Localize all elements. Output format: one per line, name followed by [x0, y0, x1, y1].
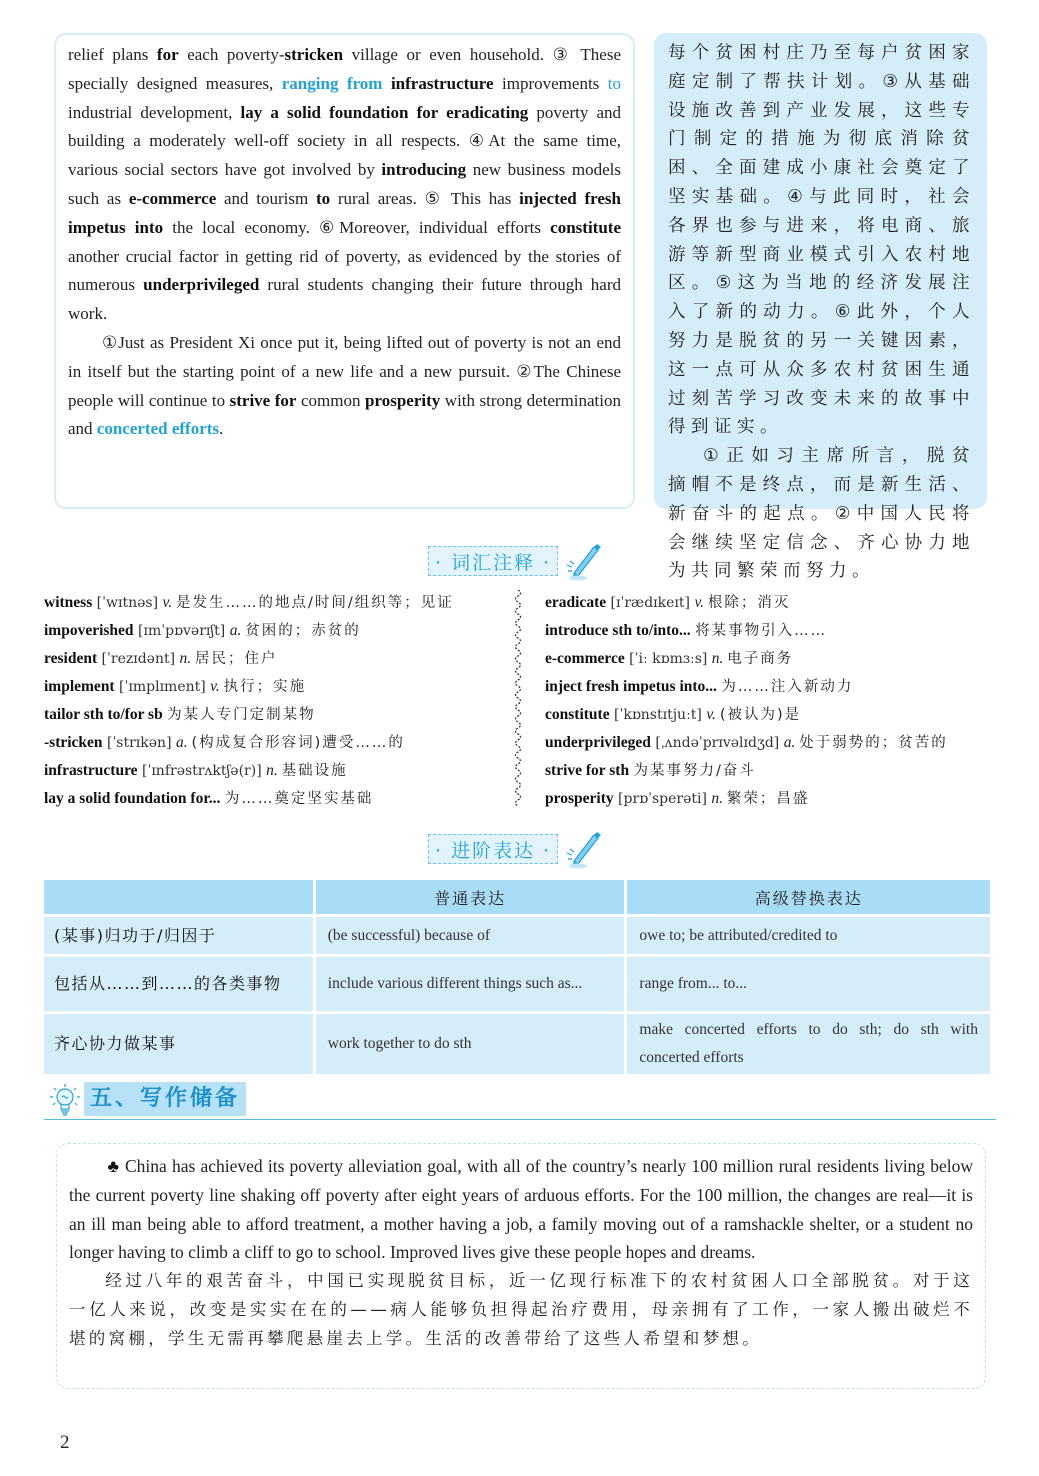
vocab-word: introduce sth to/into...	[545, 622, 691, 639]
vocab-word: inject fresh impetus into...	[545, 678, 717, 695]
text-run: and tourism	[216, 188, 316, 208]
vocab-word: impoverished	[44, 622, 134, 639]
vocab-definition: (构成复合形容词)遭受……的	[191, 735, 405, 751]
chinese-translation-box	[654, 33, 987, 582]
bold-keyword: for	[156, 45, 179, 64]
cell-common: include various different things such as...	[316, 957, 625, 1011]
vocab-definition: (被认为)是	[719, 707, 802, 723]
vocab-entry	[44, 672, 454, 700]
vocab-part-of-speech: v.	[694, 594, 708, 611]
vocab-definition: 为……奠定坚实基础	[224, 791, 374, 807]
text-run: ①Just as President Xi once put it, being lifted out of poverty is not an end in itself but the starting point of a new life and a new pursuit. ②The Chinese people will continue to	[68, 332, 621, 410]
vocab-phonetic: [ˈɪnfrəstrʌktʃə(r)]	[137, 763, 267, 779]
vocab-word: -stricken	[44, 734, 103, 751]
vocab-definition: 贫困的；赤贫的	[245, 623, 361, 639]
text-run: each poverty-	[178, 45, 285, 64]
vocab-definition: 居民；住户	[195, 651, 278, 667]
text-run: another crucial factor in getting rid of poverty, as evidenced by the stories of numerous	[68, 246, 621, 295]
vocab-entry	[44, 700, 454, 728]
highlighted-phrase: concerted efforts	[96, 419, 220, 439]
vocab-word: underprivileged	[545, 734, 651, 751]
bold-keyword: stricken	[284, 45, 344, 64]
writing-section-heading	[44, 1080, 996, 1120]
vocab-part-of-speech: v.	[162, 594, 176, 611]
lightbulb-icon	[48, 1082, 82, 1120]
vocab-section-title: · 词汇注释 ·	[428, 546, 558, 576]
bold-keyword: infrastructure	[390, 73, 494, 93]
vocab-part-of-speech: n.	[179, 650, 196, 667]
bold-keyword: introducing	[381, 160, 467, 180]
cell-meaning: (某事)归功于/归因于	[44, 917, 313, 954]
vocab-definition: 为……注入新动力	[721, 679, 854, 695]
chinese-paragraph-2: ①正如习主席所言，脱贫摘帽不是终点，而是新生活、新奋斗的起点。②中国人民将会继续坚定信念、齐心协力地为共同繁荣而努力。	[668, 446, 975, 582]
vocab-phonetic: [ˈɪmplɪment]	[114, 679, 211, 695]
vocab-entry	[44, 588, 454, 616]
vocab-word: eradicate	[545, 594, 607, 611]
vocab-part-of-speech: a.	[176, 734, 192, 751]
highlighted-word: to	[607, 73, 621, 93]
vocab-word: e-commerce	[545, 650, 625, 667]
vocab-word: prosperity	[545, 790, 614, 807]
vocab-word: implement	[44, 678, 115, 695]
writing-english-paragraph	[69, 1152, 973, 1267]
table-row	[44, 1014, 990, 1074]
vocab-word: witness	[44, 594, 93, 611]
vocab-definition: 为某事努力/奋斗	[633, 763, 756, 779]
vocab-word: infrastructure	[44, 762, 138, 779]
vocab-entry	[44, 644, 454, 672]
text-run: poverty and building a moderately well-off society in all respects. ④At the same time, various social sectors have got involved by	[68, 102, 621, 180]
vocab-entry	[545, 756, 948, 784]
vocab-definition: 执行；实施	[223, 679, 307, 695]
chinese-paragraph-1: 每个贫困村庄乃至每户贫困家庭定制了帮扶计划。③从基础设施改善到产业发展，这些专门制定的措施为彻底消除贫困、全面建成小康社会奠定了坚实基础。④与此同时，社会各界也参与进来，将电商、旅游等新型商业模式引入农村地区。⑤这为当地的经济发展注入了新的动力。⑥此外，个人努力是脱贫的另一关键因素，这一点可从众多农村贫困生通过刻苦学习改变未来的故事中得到证实。	[668, 43, 975, 438]
writing-english-text: China has achieved its poverty alleviation goal, with all of the country’s nearly 100 million rural residents living below the current poverty line shaking off poverty after eight years of arduous efforts. For the 100 million, the changes are real—it is an ill man being able to afford treatment, a mother having a job, a family moving out of a ramshackle shelter, or a student no longer having to climb a cliff to go to school. Improved lives give these people hopes and dreams.	[69, 1156, 973, 1263]
cell-advanced: owe to; be attributed/credited to	[627, 917, 990, 954]
vocab-entry	[44, 728, 454, 756]
vocab-entry	[545, 644, 948, 672]
expression-table	[41, 877, 993, 1077]
vocab-part-of-speech: n.	[711, 650, 728, 667]
text-run	[382, 74, 390, 93]
vocab-definition: 繁荣；昌盛	[726, 791, 810, 807]
bold-keyword: constitute	[550, 217, 621, 237]
vocab-entry	[545, 700, 948, 728]
vocab-word: lay a solid foundation for...	[44, 790, 221, 807]
club-icon: ♣	[107, 1156, 120, 1176]
text-run: new business models such as	[68, 160, 621, 208]
text-run: the local economy. ⑥Moreover, individual efforts	[163, 217, 551, 237]
vocab-definition: 是发生……的地点/时间/组织等；见证	[175, 595, 454, 611]
vocab-part-of-speech: v.	[210, 678, 224, 695]
vocab-definition: 根除；消灭	[707, 595, 791, 611]
bold-keyword: underprivileged	[143, 275, 260, 295]
text-run: industrial development,	[68, 102, 241, 122]
english-paragraph-1	[68, 41, 621, 329]
bold-keyword: strive for	[229, 390, 297, 410]
page-number: 2	[60, 1432, 70, 1453]
vocab-section-banner	[428, 546, 604, 576]
vocab-word: tailor sth to/for sb	[44, 706, 163, 723]
expression-section-title: · 进阶表达 ·	[428, 834, 558, 864]
vocab-list-left	[44, 588, 454, 812]
cell-common: (be successful) because of	[316, 917, 625, 954]
vocab-definition: 基础设施	[281, 763, 348, 779]
writing-chinese-paragraph: 经过八年的艰苦奋斗，中国已实现脱贫目标，近一亿现行标准下的农村贫困人口全部脱贫。对于这一亿人来说，改变是实实在在的——病人能够负担得起治疗费用，母亲拥有了工作，一家人搬出破烂不堪的窝棚，学生无需再攀爬悬崖去上学。生活的改善带给了这些人希望和梦想。	[69, 1271, 973, 1348]
vocab-part-of-speech: a.	[229, 622, 246, 639]
pen-icon	[564, 541, 604, 581]
wavy-divider	[512, 590, 524, 806]
text-run: rural areas. ⑤ This has	[330, 188, 520, 208]
vocab-word: strive for sth	[545, 762, 630, 779]
vocab-phonetic: [ˈwɪtnəs]	[92, 595, 163, 611]
text-run: relief plans	[68, 45, 157, 64]
text-run: village or even household. ③ These specially designed measures,	[68, 45, 622, 93]
bold-keyword: injected fresh impetus into	[68, 188, 622, 237]
bold-keyword: lay a solid foundation for eradicating	[240, 102, 529, 122]
table-header-row	[44, 880, 990, 914]
cell-advanced: make concerted efforts to do sth; do sth with concerted efforts	[627, 1014, 990, 1074]
text-run: rural students changing their future through hard work.	[68, 275, 622, 324]
vocab-entry	[545, 616, 948, 644]
cell-meaning: 齐心协力做某事	[44, 1014, 313, 1074]
vocab-phonetic: [ˈiː kɒmɜːs]	[624, 651, 712, 667]
cell-common: work together to do sth	[316, 1014, 625, 1074]
vocab-definition: 处于弱势的；贫苦的	[799, 735, 948, 751]
vocab-definition: 为某人专门定制某物	[167, 707, 316, 723]
vocab-entry	[545, 672, 948, 700]
bold-keyword: prosperity	[365, 390, 441, 410]
english-paragraph-2	[68, 329, 621, 444]
bold-keyword: to	[315, 188, 331, 208]
text-run: with strong determination and	[68, 390, 621, 439]
vocab-entry	[545, 784, 948, 812]
vocab-part-of-speech: n.	[266, 762, 282, 779]
header-common-expression: 普通表达	[316, 880, 625, 914]
expression-section-banner	[428, 834, 604, 864]
english-passage-box	[54, 33, 635, 509]
vocab-list-right	[545, 588, 948, 812]
vocab-phonetic: [ˌʌndəˈprɪvəlɪdʒd]	[650, 735, 784, 751]
vocab-part-of-speech: n.	[711, 790, 727, 807]
table-row	[44, 957, 990, 1011]
vocab-entry	[44, 784, 454, 812]
pen-icon	[564, 829, 604, 869]
vocab-entry	[545, 728, 948, 756]
header-advanced-expression: 高级替换表达	[627, 880, 990, 914]
vocab-entry	[44, 756, 454, 784]
cell-meaning: 包括从……到……的各类事物	[44, 957, 313, 1011]
vocab-phonetic: [ˈkɒnstɪtjuːt]	[609, 707, 707, 723]
vocab-word: resident	[44, 650, 98, 667]
vocab-part-of-speech: v.	[706, 706, 720, 723]
text-run: common	[296, 390, 366, 410]
vocab-definition: 将某事物引入……	[695, 623, 828, 639]
text-run: .	[219, 419, 224, 439]
vocab-phonetic: [prɒˈsperəti]	[613, 791, 712, 807]
text-run: improvements	[493, 73, 608, 93]
cell-advanced: range from... to...	[627, 957, 990, 1011]
highlighted-phrase: ranging from	[281, 73, 383, 93]
vocab-word: constitute	[545, 706, 610, 723]
writing-section-title: 五、写作储备	[84, 1082, 246, 1116]
bold-keyword: e-commerce	[128, 188, 217, 208]
vocab-phonetic: [ˈstrɪkən]	[102, 735, 176, 751]
vocab-entry	[545, 588, 948, 616]
vocab-phonetic: [ɪmˈpɒvərɪʃt]	[133, 623, 230, 639]
writing-reserve-box	[56, 1143, 986, 1389]
vocab-definition: 电子商务	[727, 651, 794, 667]
vocab-entry	[44, 616, 454, 644]
vocab-part-of-speech: a.	[783, 734, 800, 751]
header-meaning	[44, 880, 313, 914]
vocab-phonetic: [ɪˈrædɪkeɪt]	[606, 595, 695, 611]
vocab-phonetic: [ˈrezɪdənt]	[97, 651, 180, 667]
table-row	[44, 917, 990, 954]
